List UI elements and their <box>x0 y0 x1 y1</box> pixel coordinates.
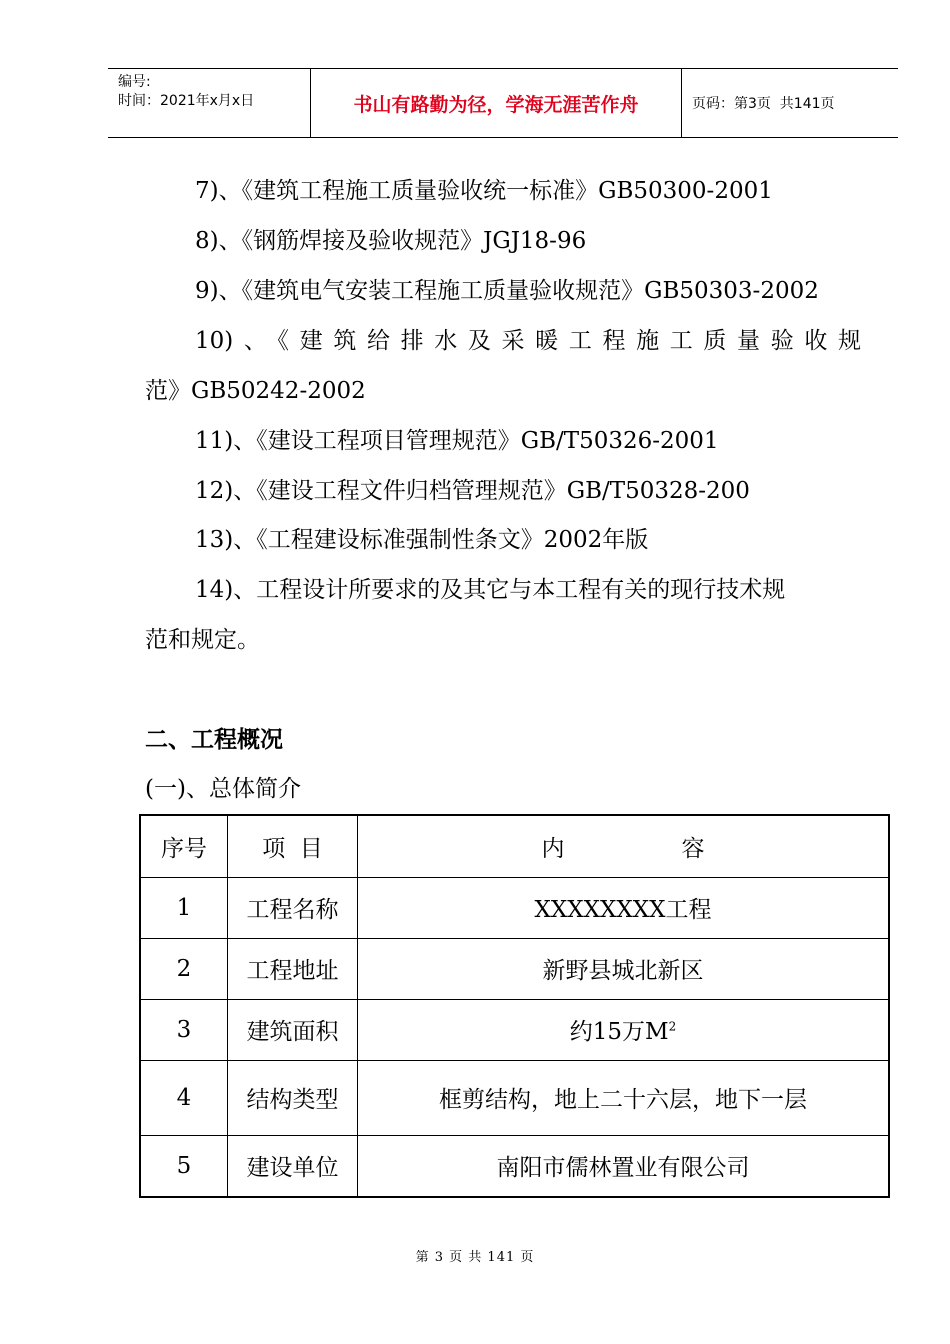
overview-table <box>139 814 890 1198</box>
row-content: 南阳市儒林置业有限公司 <box>358 1135 890 1197</box>
header-motto: 书山有路勤为径，学海无涯苦作舟 <box>310 69 682 137</box>
table-header-row <box>140 815 889 877</box>
row-item: 建设单位 <box>228 1135 358 1197</box>
reference-item-continued: 范》GB50242-2002 <box>145 378 366 404</box>
reference-item: 8)、《钢筋焊接及验收规范》JGJ18-96 <box>195 228 587 254</box>
row-content: 框剪结构，地上二十六层，地下一层 <box>358 1060 890 1135</box>
reference-item: 7)、《建筑工程施工质量验收统一标准》GB50300-2001 <box>195 178 773 204</box>
table-row <box>140 999 889 1060</box>
table-row <box>140 938 889 999</box>
row-no: 3 <box>140 999 228 1060</box>
table-row <box>140 1060 889 1135</box>
header-no: 序号 <box>140 815 228 877</box>
table-row <box>140 877 889 938</box>
reference-item: 10)、《建筑给排水及采暖工程施工质量验收规 <box>195 328 861 354</box>
row-content: 约15万M <box>569 1019 669 1045</box>
reference-item-continued: 范和规定。 <box>145 627 260 653</box>
time-label: 时间：2021年x月x日 <box>118 93 255 109</box>
number-label: 编号: <box>118 74 151 90</box>
header-page-info: 页码：第3页 共141页 <box>692 96 835 112</box>
header-item: 项 目 <box>228 815 358 877</box>
row-content: XXXXXXXX工程 <box>358 877 890 938</box>
superscript: 2 <box>668 1019 677 1034</box>
row-no: 5 <box>140 1135 228 1197</box>
row-content: 新野县城北新区 <box>358 938 890 999</box>
page-footer: 第 3 页 共 141 页 <box>415 1250 535 1265</box>
table-row <box>140 1135 889 1197</box>
row-content-cell <box>358 999 890 1060</box>
row-no: 4 <box>140 1060 228 1135</box>
section-heading: 二、工程概况 <box>145 727 283 753</box>
reference-item: 13)、《工程建设标准强制性条文》2002年版 <box>195 527 649 553</box>
reference-item: 11)、《建设工程项目管理规范》GB/T50326-2001 <box>195 428 719 454</box>
row-item: 结构类型 <box>228 1060 358 1135</box>
reference-item: 12)、《建设工程文件归档管理规范》GB/T50328-200 <box>195 478 750 504</box>
row-item: 工程地址 <box>228 938 358 999</box>
reference-item: 9)、《建筑电气安装工程施工质量验收规范》GB50303-2002 <box>195 278 819 304</box>
row-no: 2 <box>140 938 228 999</box>
page-header <box>108 68 898 138</box>
header-content: 内 容 <box>358 815 890 877</box>
row-item: 建筑面积 <box>228 999 358 1060</box>
header-meta <box>108 69 310 137</box>
row-no: 1 <box>140 877 228 938</box>
reference-item: 14)、工程设计所要求的及其它与本工程有关的现行技术规 <box>195 577 786 603</box>
row-item: 工程名称 <box>228 877 358 938</box>
sub-heading: (一)、总体简介 <box>145 776 301 802</box>
